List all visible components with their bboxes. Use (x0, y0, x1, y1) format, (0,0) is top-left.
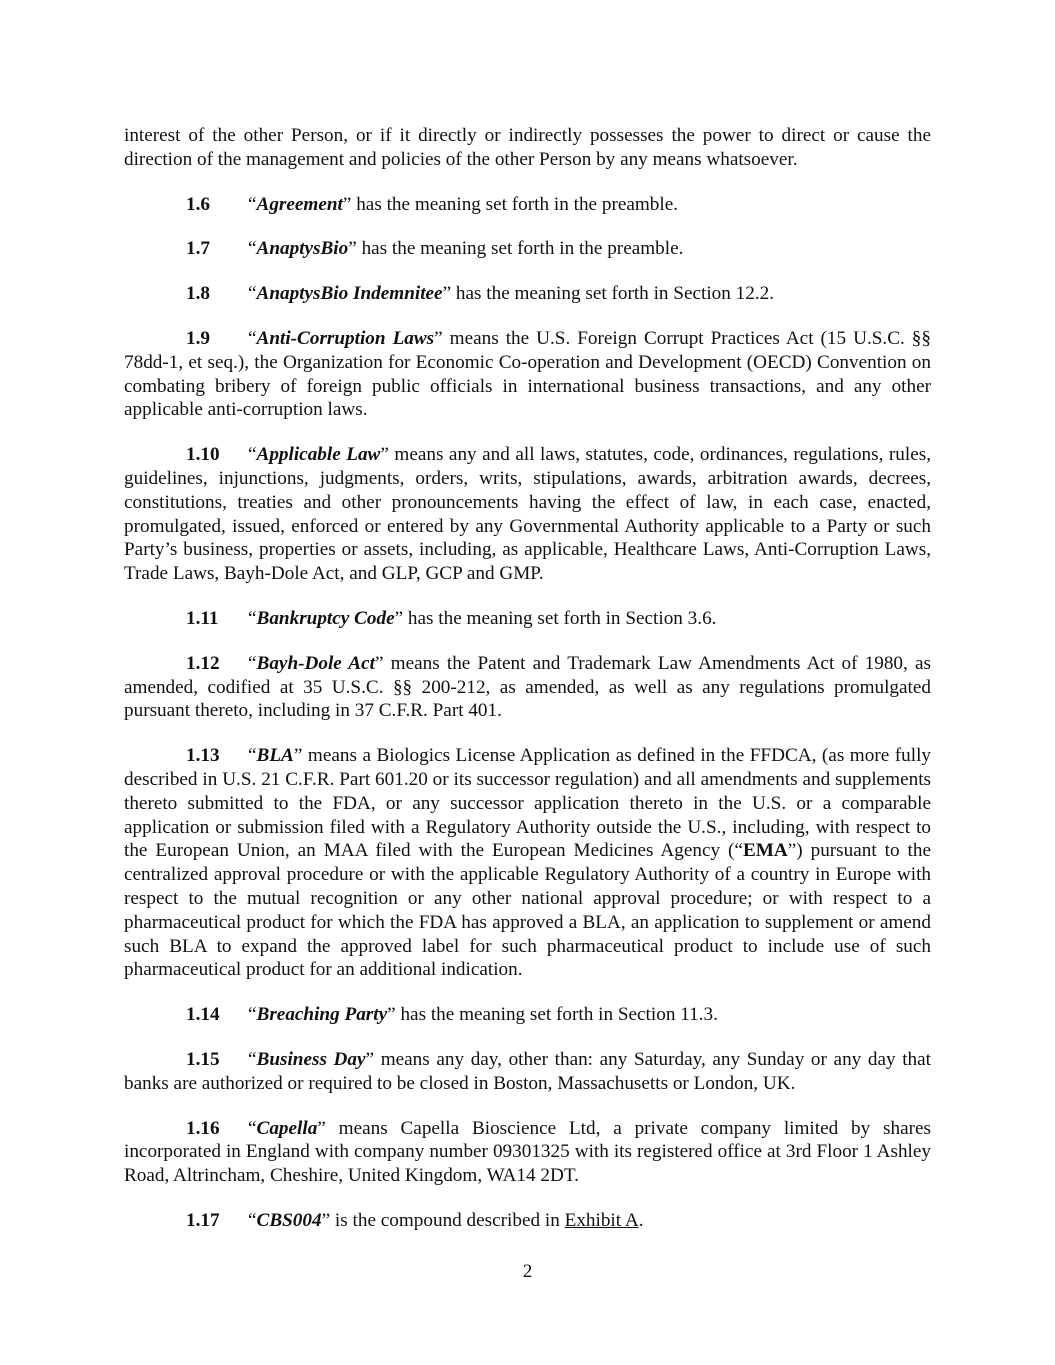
section-number: 1.11 (186, 607, 219, 629)
definition-text: means the U.S. Foreign Corrupt Practices Act (15 U.S.C. §§ 78dd-1, et seq.), the Organization for Economic Co-operation and Development (OECD) Convention on combating bribery of foreign public officials in international business transactions, and any other applicable anti-corruption laws. (124, 327, 931, 421)
definition-text-continued: ”) pursuant to the centralized approval procedure or with the applicable Regulatory Authority of a country in Europe with respect to the mutual recognition or any other national approval procedure; or with respect to a pharmaceutical product for which the FDA has approved a BLA, an application to supplement or amend such BLA to expand the approved label for such pharmaceutical product to include use of such pharmaceutical product for an additional indication. (124, 840, 931, 981)
defined-term: Applicable Law (256, 444, 381, 466)
definition-1-9: 1.9 “Anti-Corruption Laws” means the U.S. Foreign Corrupt Practices Act (15 U.S.C. §§ 78dd-1, et seq.), the Organization for Economic Co-operation and Development (OECD) Convention on combating bribery of foreign public officials in international business transactions, and any other applicable anti-corruption laws. (124, 327, 931, 421)
definition-1-12: 1.12 “Bayh-Dole Act” means the Patent and Trademark Law Amendments Act of 1980, as amended, codified at 35 U.S.C. §§ 200-212, as amended, as well as any regulations promulgated pursuant thereto, including in 37 C.F.R. Part 401. (124, 652, 931, 722)
definition-1-7: 1.7 “AnaptysBio” has the meaning set forth in the preamble. (186, 238, 684, 260)
definition-1-8: 1.8 “AnaptysBio Indemnitee” has the meaning set forth in Section 12.2. (186, 283, 775, 305)
section-number: 1.10 (186, 444, 220, 466)
section-number: 1.15 (186, 1048, 220, 1070)
definition-1-11: 1.11 “Bankruptcy Code” has the meaning set forth in Section 3.6. (186, 607, 717, 629)
intro-paragraph: interest of the other Person, or if it directly or indirectly possesses the power to direct or cause the direction of the management and policies of the other Person by any means whatsoever. (124, 125, 931, 170)
defined-term: CBS004 (256, 1209, 322, 1231)
section-number: 1.14 (186, 1004, 220, 1026)
defined-term: Bayh-Dole Act (256, 652, 375, 674)
page-number: 2 (522, 1261, 533, 1282)
defined-term: AnaptysBio (256, 238, 349, 260)
definition-text: has the meaning set forth in Section 3.6. (403, 607, 717, 629)
definition-1-16: 1.16 “Capella” means Capella Bioscience Ltd, a private company limited by shares incorporated in England with company number 09301325 with its registered office at 3rd Floor 1 Ashley Road, Altrincham, Cheshire, United Kingdom, WA14 2DT. (124, 1117, 931, 1187)
defined-abbreviation: EMA (742, 840, 788, 862)
section-number: 1.6 (186, 193, 210, 215)
definition-text: has the meaning set forth in the preamble. (356, 238, 684, 260)
defined-term: BLA (256, 745, 294, 767)
section-number: 1.9 (186, 327, 210, 349)
definition-1-13: 1.13 “BLA” means a Biologics License Application as defined in the FFDCA, (as more fully described in U.S. 21 C.F.R. Part 601.20 or its successor regulation) and all amendments and supplements thereto submitted to the FDA, or any successor application thereto in the U.S. or a comparable application or submission filed with a Regulatory Authority outside the U.S., including, with respect to the European Union, an MAA filed with the European Medicines Agency (“EMA”) pursuant to the centralized approval procedure or with the applicable Regulatory Authority of a country in Europe with respect to the mutual recognition or any other national approval procedure; or with respect to a pharmaceutical product for which the FDA has approved a BLA, an application to supplement or amend such BLA to expand the approved label for such pharmaceutical product to include use of such pharmaceutical product for an additional indication. (124, 745, 931, 981)
section-number: 1.17 (186, 1209, 220, 1231)
document-page (124, 124, 931, 1233)
defined-term: Agreement (256, 193, 343, 215)
defined-term: Capella (256, 1117, 318, 1139)
section-number: 1.8 (186, 283, 210, 305)
section-number: 1.13 (186, 745, 220, 767)
definition-1-17: 1.17 “CBS004” is the compound described in Exhibit A. (186, 1209, 644, 1231)
exhibit-reference: Exhibit A (564, 1209, 639, 1231)
defined-term: Anti-Corruption Laws (256, 327, 435, 349)
section-number: 1.12 (186, 652, 220, 674)
definition-1-6: 1.6 “Agreement” has the meaning set forth in the preamble. (186, 193, 679, 215)
defined-term: AnaptysBio Indemnitee (256, 283, 443, 305)
definition-text: is the compound described in (330, 1209, 565, 1231)
section-number: 1.16 (186, 1117, 220, 1139)
definition-text: means Capella Bioscience Ltd, a private company limited by shares incorporated in England with company number 09301325 with its registered office at 3rd Floor 1 Ashley Road, Altrincham, Cheshire, United Kingdom, WA14 2DT. (124, 1117, 931, 1187)
definition-text: has the meaning set forth in Section 12.2. (451, 283, 775, 305)
definition-text: means any day, other than: any Saturday, any Sunday or any day that banks are authorized or required to be closed in Boston, Massachusetts or London, UK. (124, 1048, 932, 1094)
section-number: 1.7 (186, 238, 210, 260)
definition-text: means a Biologics License Application as defined in the FFDCA, (as more fully described in U.S. 21 C.F.R. Part 601.20 or its successor regulation) and all amendments and supplements thereto submitted to the FDA, or any successor application thereto in the U.S. or a comparable application or submission filed with a Regulatory Authority outside the U.S., including, with respect to the European Union, an MAA filed with the European Medicines Agency (“ (124, 745, 931, 862)
defined-term: Breaching Party (256, 1004, 388, 1026)
definition-text: has the meaning set forth in Section 11.3. (395, 1004, 718, 1026)
definition-text: means the Patent and Trademark Law Amendments Act of 1980, as amended, codified at 35 U.S.C. §§ 200-212, as amended, as well as any regulations promulgated pursuant thereto, including in 37 C.F.R. Part 401. (124, 652, 931, 722)
definition-text-end: . (638, 1209, 644, 1231)
definition-1-14: 1.14 “Breaching Party” has the meaning set forth in Section 11.3. (186, 1004, 718, 1026)
defined-term: Business Day (256, 1048, 366, 1070)
defined-term: Bankruptcy Code (256, 607, 395, 629)
definition-text: means any and all laws, statutes, code, ordinances, regulations, rules, guidelines, injunctions, judgments, orders, writs, stipulations, awards, arbitration awards, decrees, constitutions, treaties and other pronouncements having the effect of law, in each case, enacted, promulgated, issued, enforced or entered by any Governmental Authority applicable to a Party or such Party’s business, properties or assets, including, as applicable, Healthcare Laws, Anti-Corruption Laws, Trade Laws, Bayh-Dole Act, and GLP, GCP and GMP. (124, 444, 931, 585)
definition-1-15: 1.15 “Business Day” means any day, other than: any Saturday, any Sunday or any day that banks are authorized or required to be closed in Boston, Massachusetts or London, UK. (124, 1048, 932, 1094)
definition-1-10: 1.10 “Applicable Law” means any and all laws, statutes, code, ordinances, regulations, rules, guidelines, injunctions, judgments, orders, writs, stipulations, awards, arbitration awards, decrees, constitutions, treaties and other pronouncements having the effect of law, in each case, enacted, promulgated, issued, enforced or entered by any Governmental Authority applicable to a Party or such Party’s business, properties or assets, including, as applicable, Healthcare Laws, Anti-Corruption Laws, Trade Laws, Bayh-Dole Act, and GLP, GCP and GMP. (124, 444, 931, 585)
definition-text: has the meaning set forth in the preamble. (351, 193, 679, 215)
